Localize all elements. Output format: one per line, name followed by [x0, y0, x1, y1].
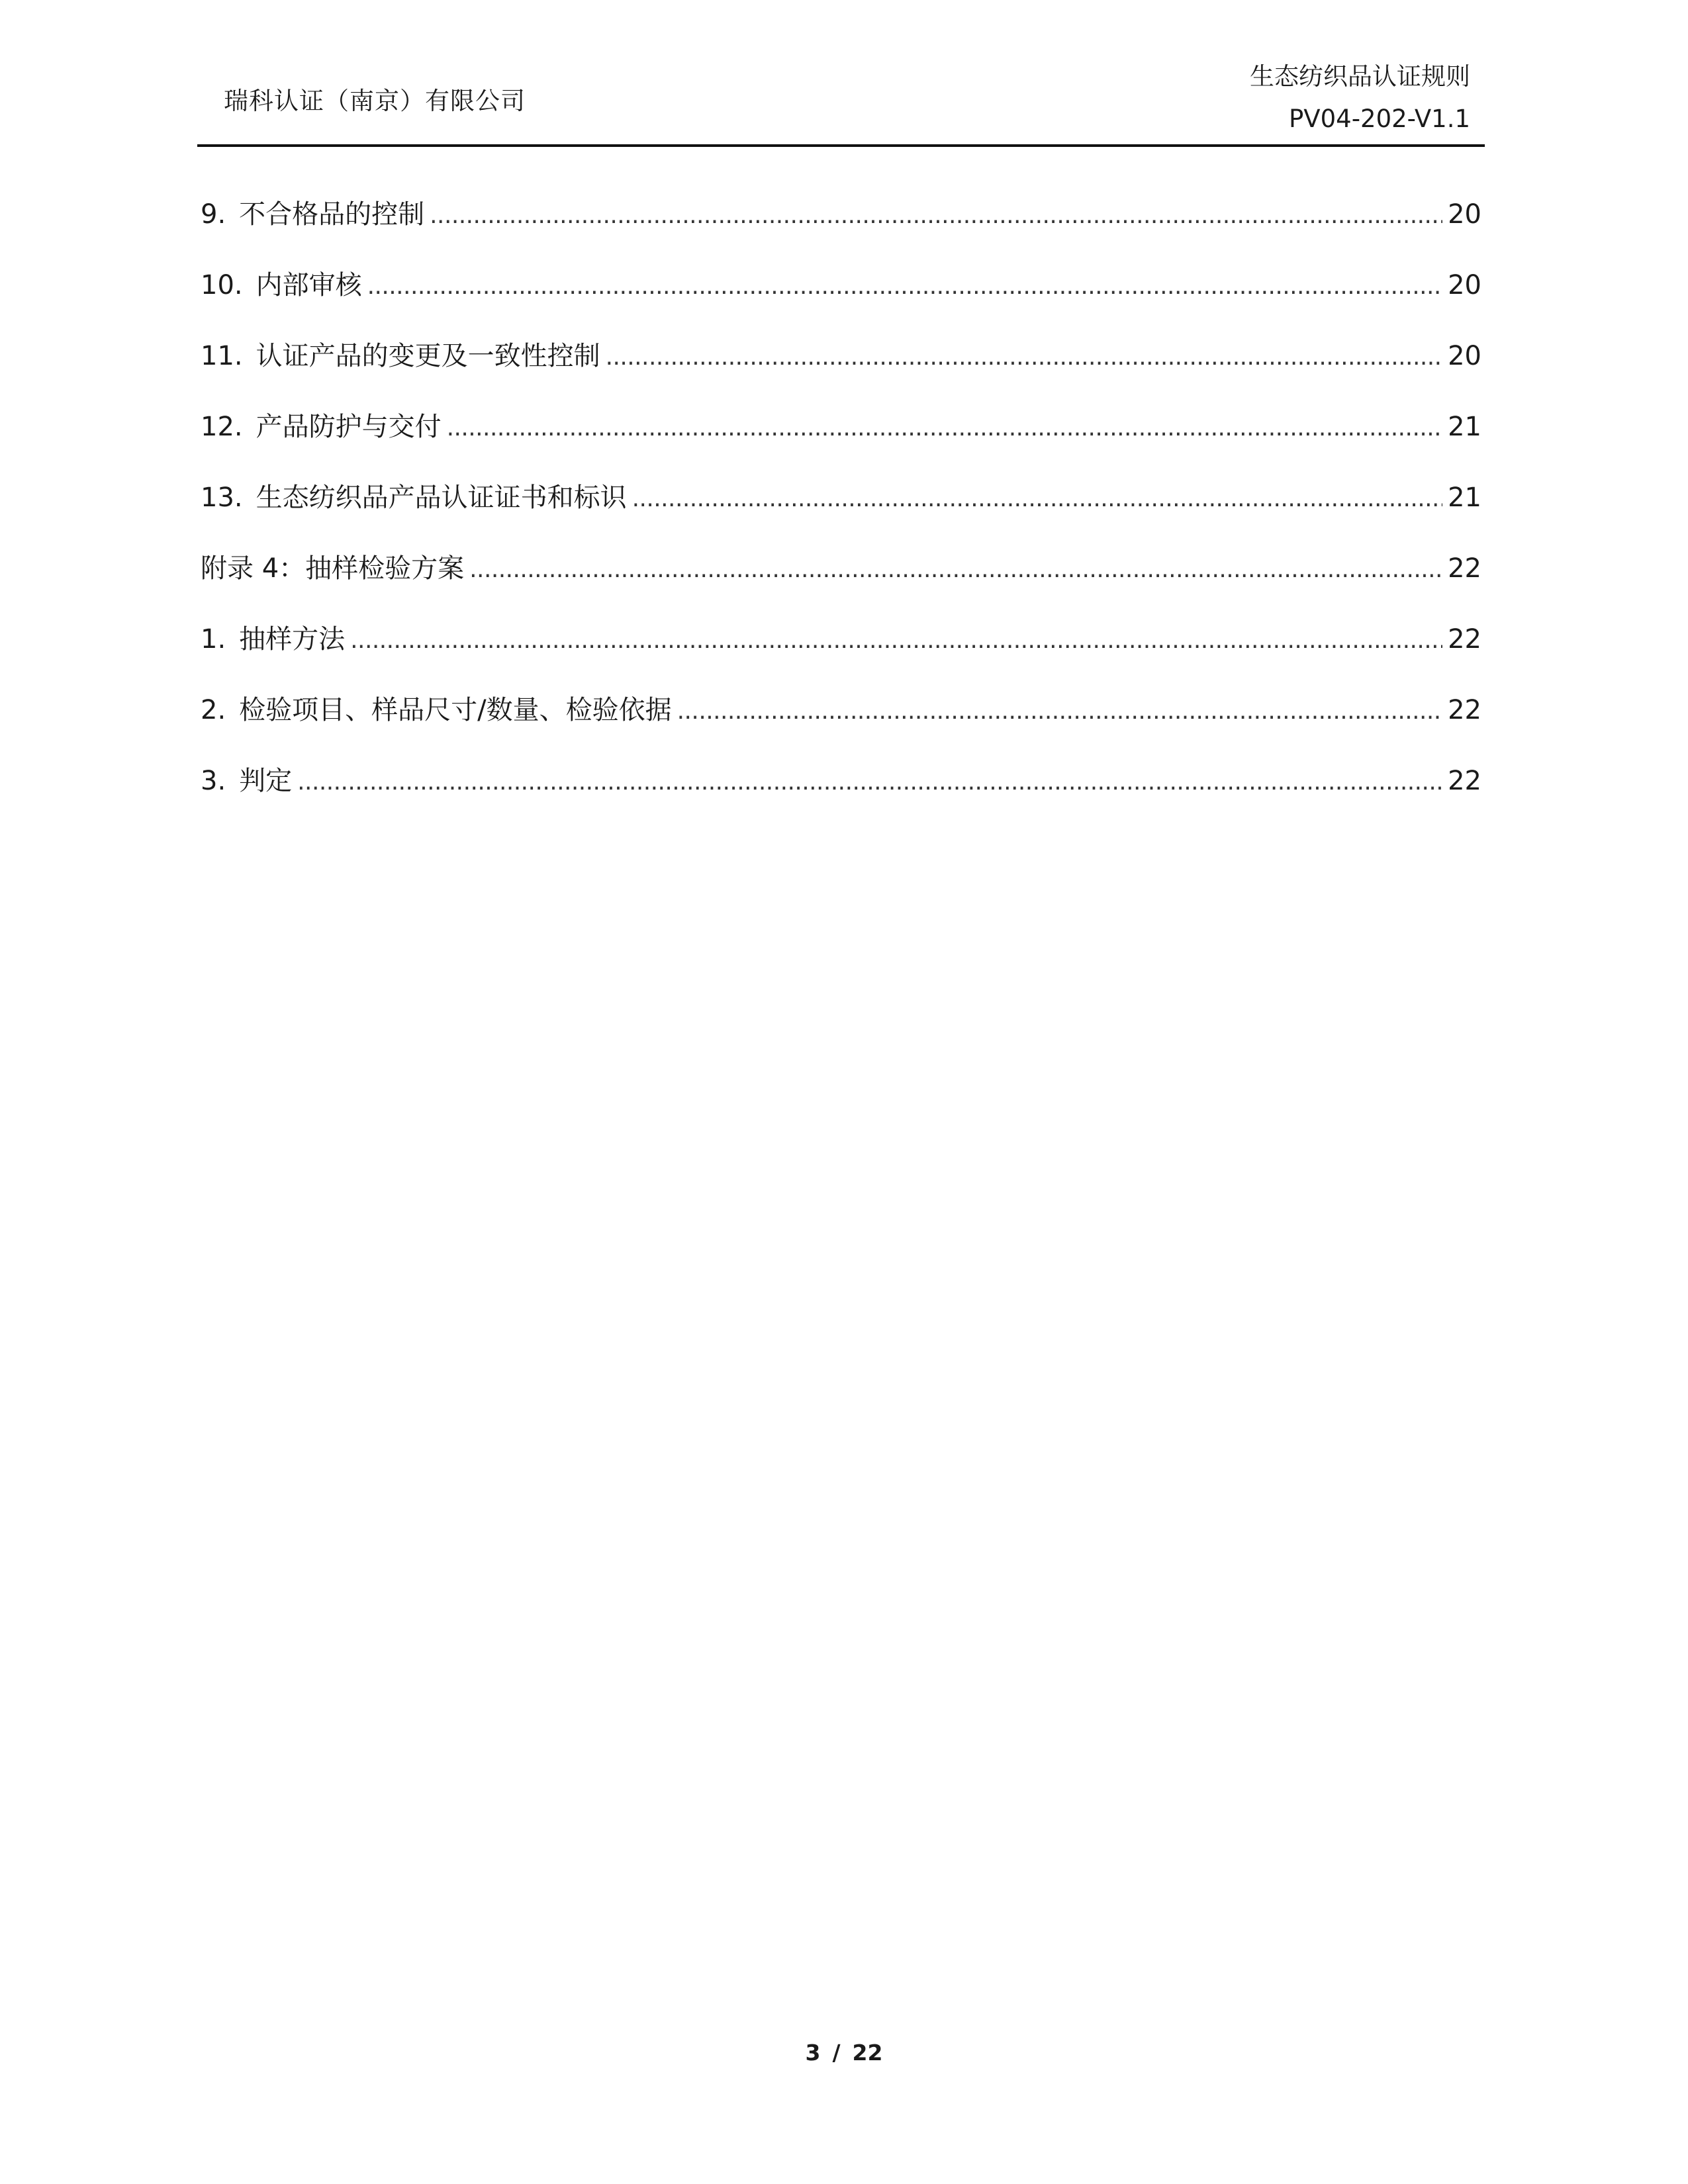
toc-entry[interactable] [201, 406, 1481, 477]
toc-entry-page: 22 [1448, 695, 1481, 725]
toc-entry-number: 13. [201, 482, 243, 513]
toc-entry-page: 22 [1448, 624, 1481, 655]
footer-page-separator: / [832, 2040, 841, 2066]
toc-entry-page: 22 [1448, 766, 1481, 796]
footer-total-pages: 22 [852, 2040, 883, 2066]
toc-entry-page: 20 [1448, 270, 1481, 300]
toc-entry-page: 20 [1448, 199, 1481, 230]
toc-entry[interactable] [201, 193, 1481, 264]
toc-dot-leader [350, 627, 1442, 654]
toc-entry-title: 抽样方法 [239, 624, 346, 655]
toc-dot-leader [469, 556, 1442, 583]
toc-entry-page: 21 [1448, 412, 1481, 442]
toc-entry-page: 21 [1448, 482, 1481, 513]
toc-entry-title: 生态纺织品产品认证证书和标识 [256, 482, 627, 513]
toc-entry-number: 11. [201, 341, 243, 371]
toc-entry-number: 3. [201, 766, 226, 796]
toc-entry[interactable] [201, 618, 1481, 689]
toc-entry-title: 产品防护与交付 [256, 412, 442, 442]
toc-entry-page: 20 [1448, 341, 1481, 371]
header-document-title: 生态纺织品认证规则 [1250, 62, 1470, 91]
page-footer [0, 2040, 1688, 2066]
header-company-name: 瑞科认证（南京）有限公司 [224, 87, 526, 115]
toc-entry[interactable] [201, 477, 1481, 547]
toc-dot-leader [367, 273, 1442, 300]
header-divider [197, 144, 1485, 147]
toc-entry-number: 10. [201, 270, 243, 300]
toc-entry-title: 内部审核 [256, 270, 362, 300]
toc-dot-leader [606, 343, 1442, 371]
toc-entry-page: 22 [1448, 553, 1481, 584]
toc-dot-leader [430, 202, 1442, 229]
toc-entry-number: 1. [201, 624, 226, 655]
page-header [197, 46, 1485, 146]
toc-entry-title: 检验项目、样品尺寸/数量、检验依据 [239, 695, 672, 725]
toc-dot-leader [297, 768, 1442, 796]
toc-entry-number: 2. [201, 695, 226, 725]
toc-entry-title: 附录 4：抽样检验方案 [201, 553, 465, 584]
footer-current-page: 3 [805, 2040, 821, 2066]
toc-entry[interactable] [201, 264, 1481, 335]
toc-entry-title: 认证产品的变更及一致性控制 [256, 341, 600, 371]
header-document-code: PV04-202-V1.1 [1288, 105, 1470, 133]
header-document-info [1250, 56, 1470, 140]
toc-dot-leader [447, 414, 1442, 441]
toc-entry[interactable] [201, 689, 1481, 760]
toc-entry-appendix[interactable] [201, 547, 1481, 618]
toc-entry-title: 不合格品的控制 [239, 199, 425, 230]
toc-entry[interactable] [201, 760, 1481, 831]
toc-entry-number: 12. [201, 412, 243, 442]
toc-dot-leader [632, 485, 1442, 512]
toc-entry-title: 判定 [239, 766, 293, 796]
toc-entry[interactable] [201, 335, 1481, 406]
toc-entry-number: 9. [201, 199, 226, 230]
toc-dot-leader [677, 698, 1442, 725]
table-of-contents [201, 193, 1481, 831]
